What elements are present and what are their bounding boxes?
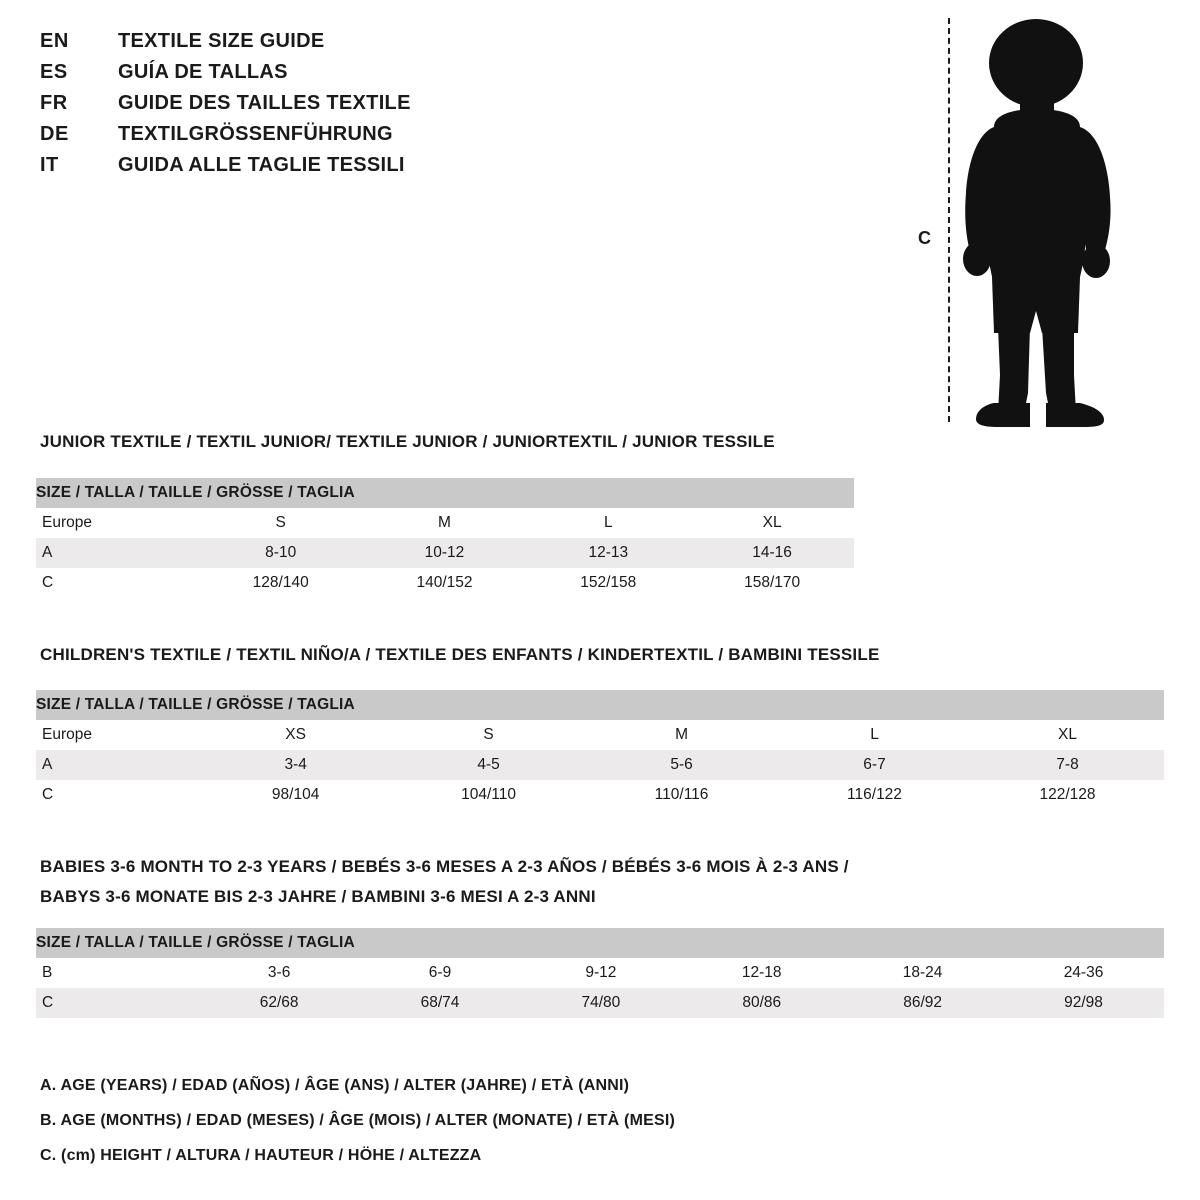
- children-row-a-cell-2: 5-6: [585, 750, 778, 780]
- language-title-it: GUIDA ALLE TAGLIE TESSILI: [118, 154, 405, 176]
- section-title-babies-line2: BABYS 3-6 MONATE BIS 2-3 JAHRE / BAMBINI 3-6 MESI A 2-3 ANNI: [40, 887, 596, 906]
- language-title-en: TEXTILE SIZE GUIDE: [118, 30, 325, 52]
- language-row-de: [40, 123, 740, 154]
- children-table-header-row: [36, 690, 1164, 720]
- language-row-en: [40, 30, 740, 61]
- junior-row-europe-cell-1: M: [363, 508, 527, 538]
- children-row-europe-cell-0: XS: [199, 720, 392, 750]
- babies-row-c-cell-4: 86/92: [842, 988, 1003, 1018]
- babies-table-header-row: [36, 928, 1164, 958]
- junior-size-table: [36, 478, 854, 598]
- children-row-c-label: C: [36, 780, 199, 810]
- children-row-c-cell-0: 98/104: [199, 780, 392, 810]
- children-row-a-cell-1: 4-5: [392, 750, 585, 780]
- children-row-a-cell-0: 3-4: [199, 750, 392, 780]
- language-title-fr: GUIDE DES TAILLES TEXTILE: [118, 92, 411, 114]
- legend-line-c: C. (cm) HEIGHT / ALTURA / HAUTEUR / HÖHE / ALTEZZA: [40, 1147, 482, 1164]
- junior-row-europe-label: Europe: [36, 508, 199, 538]
- junior-row-c-cell-0: 128/140: [199, 568, 363, 598]
- child-silhouette-icon: [950, 15, 1130, 430]
- babies-table-header-label: SIZE / TALLA / TAILLE / GRÖSSE / TAGLIA: [36, 928, 1164, 958]
- children-row-a: [36, 750, 1164, 780]
- children-row-europe-cell-3: L: [778, 720, 971, 750]
- children-row-europe-label: Europe: [36, 720, 199, 750]
- children-row-a-label: A: [36, 750, 199, 780]
- babies-row-c-cell-1: 68/74: [360, 988, 521, 1018]
- junior-row-a-cell-2: 12-13: [526, 538, 690, 568]
- babies-row-c-cell-5: 92/98: [1003, 988, 1164, 1018]
- section-title-junior: JUNIOR TEXTILE / TEXTIL JUNIOR/ TEXTILE JUNIOR / JUNIORTEXTIL / JUNIOR TESSILE: [40, 432, 775, 451]
- language-code-fr: FR: [40, 92, 68, 114]
- height-marker-label: C: [918, 228, 931, 248]
- babies-size-table: [36, 928, 1164, 1018]
- children-row-europe-cell-4: XL: [971, 720, 1164, 750]
- junior-row-c-label: C: [36, 568, 199, 598]
- junior-row-a: [36, 538, 854, 568]
- language-row-fr: [40, 92, 740, 123]
- children-row-a-cell-4: 7-8: [971, 750, 1164, 780]
- babies-row-b-cell-5: 24-36: [1003, 958, 1164, 988]
- babies-row-b-cell-0: 3-6: [199, 958, 360, 988]
- children-row-europe: [36, 720, 1164, 750]
- language-row-es: [40, 61, 740, 92]
- language-title-es: GUÍA DE TALLAS: [118, 61, 288, 83]
- children-row-c-cell-2: 110/116: [585, 780, 778, 810]
- babies-row-b: [36, 958, 1164, 988]
- legend-line-a: A. AGE (YEARS) / EDAD (AÑOS) / ÂGE (ANS) / ALTER (JAHRE) / ETÀ (ANNI): [40, 1077, 630, 1094]
- children-row-a-cell-3: 6-7: [778, 750, 971, 780]
- junior-row-c-cell-2: 152/158: [526, 568, 690, 598]
- section-title-children: CHILDREN'S TEXTILE / TEXTIL NIÑO/A / TEXTILE DES ENFANTS / KINDERTEXTIL / BAMBINI TESSILE: [40, 645, 880, 664]
- junior-row-a-cell-1: 10-12: [363, 538, 527, 568]
- children-size-table: [36, 690, 1164, 810]
- junior-table-header-label: SIZE / TALLA / TAILLE / GRÖSSE / TAGLIA: [36, 478, 854, 508]
- babies-row-b-cell-2: 9-12: [520, 958, 681, 988]
- children-row-c: [36, 780, 1164, 810]
- children-row-europe-cell-1: S: [392, 720, 585, 750]
- junior-row-europe-cell-2: L: [526, 508, 690, 538]
- babies-row-c: [36, 988, 1164, 1018]
- children-row-c-cell-3: 116/122: [778, 780, 971, 810]
- section-title-babies: [40, 852, 1040, 912]
- junior-table-header-row: [36, 478, 854, 508]
- babies-row-c-cell-0: 62/68: [199, 988, 360, 1018]
- section-title-babies-line1: BABIES 3-6 MONTH TO 2-3 YEARS / BEBÉS 3-6 MESES A 2-3 AÑOS / BÉBÉS 3-6 MOIS À 2-3 ANS /: [40, 857, 849, 876]
- junior-row-europe: [36, 508, 854, 538]
- junior-row-a-cell-0: 8-10: [199, 538, 363, 568]
- junior-row-c-cell-1: 140/152: [363, 568, 527, 598]
- babies-row-b-cell-1: 6-9: [360, 958, 521, 988]
- children-row-c-cell-1: 104/110: [392, 780, 585, 810]
- language-row-it: [40, 154, 740, 185]
- babies-row-c-cell-2: 74/80: [520, 988, 681, 1018]
- junior-row-a-label: A: [36, 538, 199, 568]
- language-code-it: IT: [40, 154, 59, 176]
- junior-row-c: [36, 568, 854, 598]
- legend-line-b: B. AGE (MONTHS) / EDAD (MESES) / ÂGE (MOIS) / ALTER (MONATE) / ETÀ (MESI): [40, 1112, 676, 1129]
- junior-row-europe-cell-0: S: [199, 508, 363, 538]
- legend-block: [40, 1068, 1140, 1173]
- babies-row-b-cell-3: 12-18: [681, 958, 842, 988]
- junior-row-c-cell-3: 158/170: [690, 568, 854, 598]
- language-code-en: EN: [40, 30, 69, 52]
- height-figure: [900, 10, 1160, 430]
- children-table-header-label: SIZE / TALLA / TAILLE / GRÖSSE / TAGLIA: [36, 690, 1164, 720]
- babies-row-b-cell-4: 18-24: [842, 958, 1003, 988]
- babies-row-c-label: C: [36, 988, 199, 1018]
- children-row-europe-cell-2: M: [585, 720, 778, 750]
- language-title-de: TEXTILGRÖSSENFÜHRUNG: [118, 123, 393, 145]
- junior-row-a-cell-3: 14-16: [690, 538, 854, 568]
- language-code-de: DE: [40, 123, 69, 145]
- language-code-es: ES: [40, 61, 68, 83]
- babies-row-b-label: B: [36, 958, 199, 988]
- children-row-c-cell-4: 122/128: [971, 780, 1164, 810]
- language-title-block: [40, 30, 740, 185]
- babies-row-c-cell-3: 80/86: [681, 988, 842, 1018]
- junior-row-europe-cell-3: XL: [690, 508, 854, 538]
